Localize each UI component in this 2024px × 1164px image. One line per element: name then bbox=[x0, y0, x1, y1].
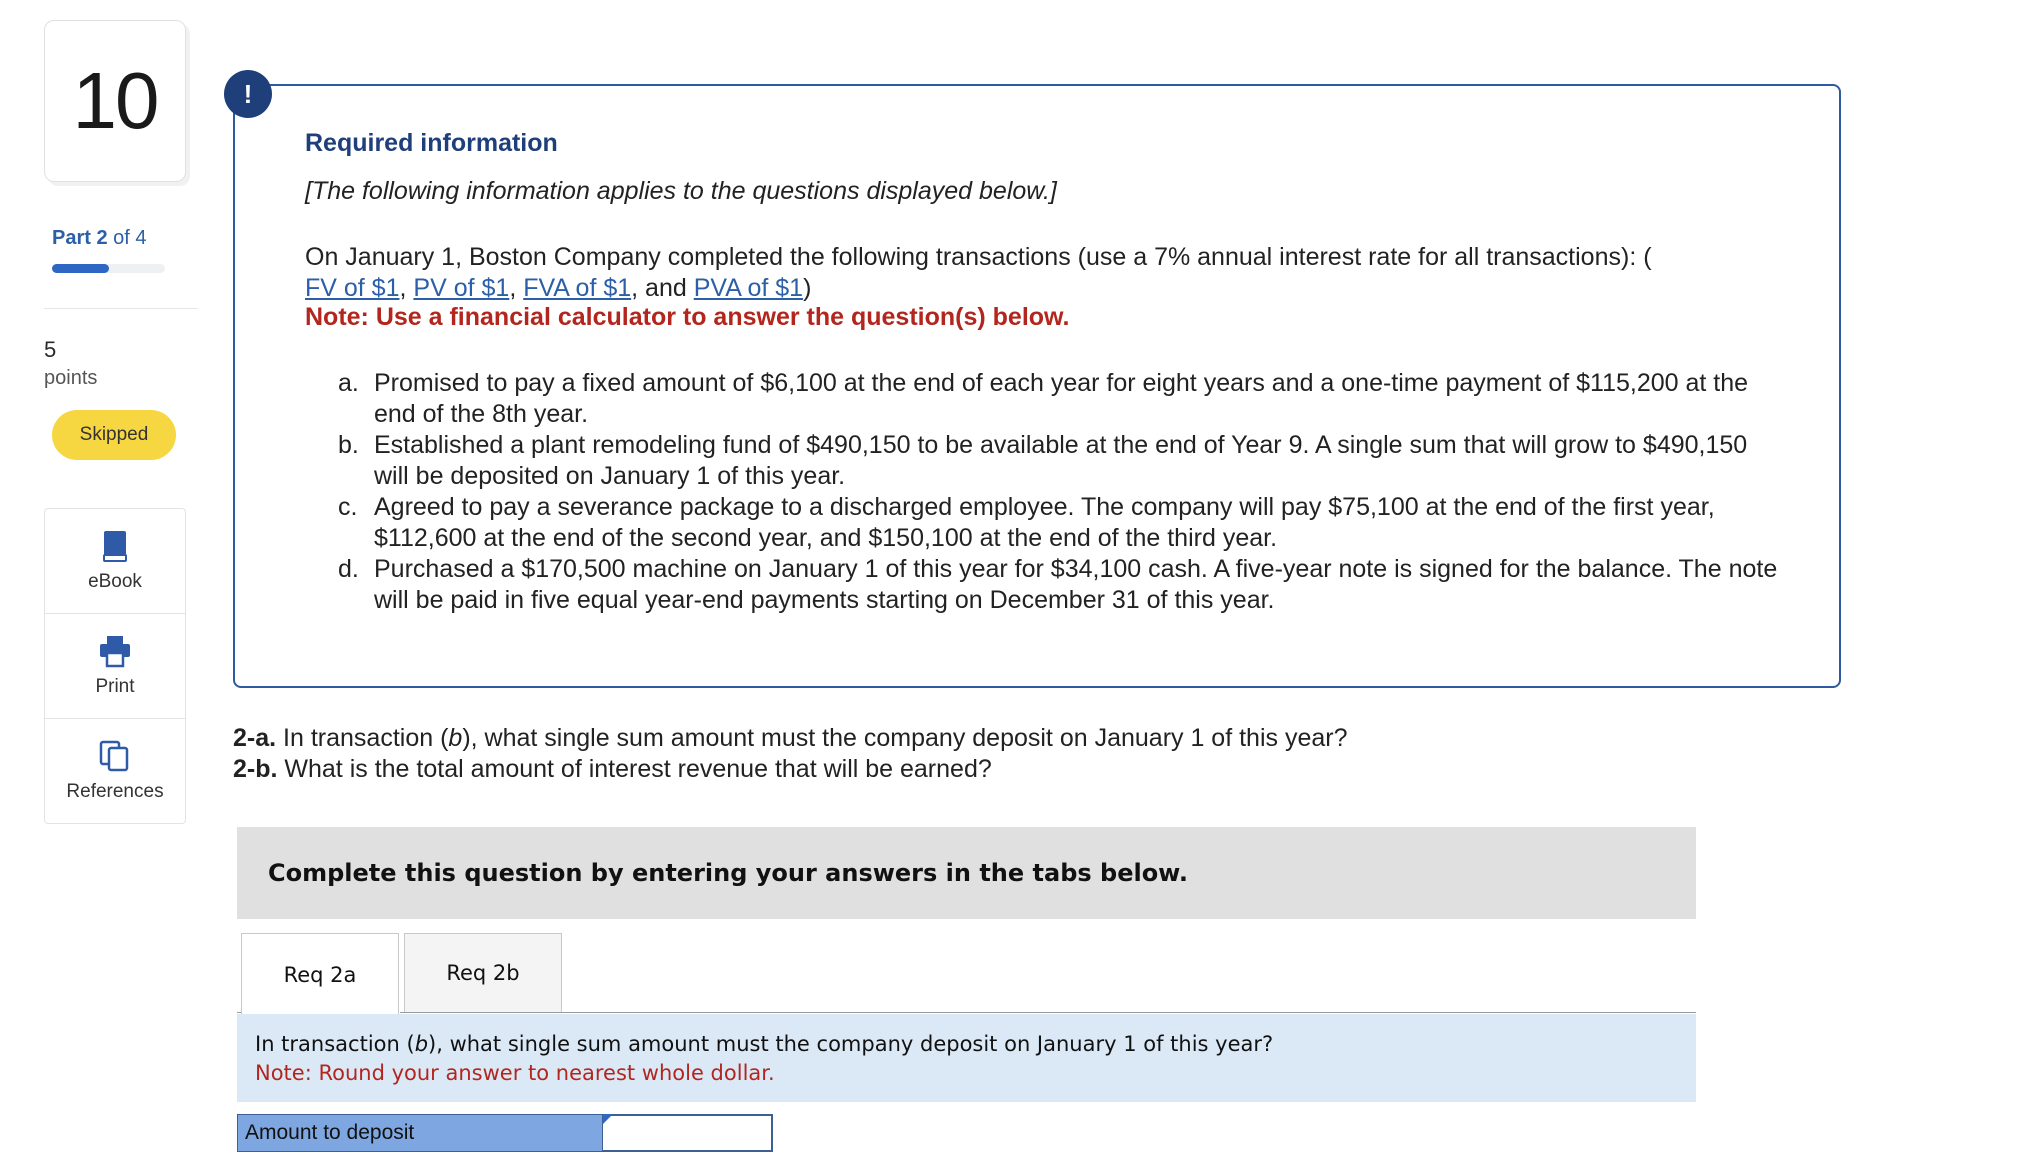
question-text: In transaction ( bbox=[276, 724, 449, 752]
rail-divider bbox=[44, 308, 198, 309]
part-progress-fill bbox=[52, 264, 109, 273]
req-question bbox=[255, 1032, 1273, 1056]
fv-link[interactable]: FV of $1 bbox=[305, 274, 400, 302]
fva-link[interactable]: FVA of $1 bbox=[523, 274, 632, 302]
list-text: Purchased a $170,500 machine on January 1 of this year for $34,100 cash. A five-year note is signed for the balance. The note will be paid in five equal year-end payments starting on December 31 of this year. bbox=[374, 555, 1778, 614]
req-question-text: ), what single sum amount must the company deposit on January 1 of this year? bbox=[428, 1032, 1274, 1056]
part-current: 2 bbox=[96, 227, 108, 249]
instruction-text: Complete this question by entering your answers in the tabs below. bbox=[268, 859, 1188, 887]
question-2b bbox=[233, 754, 1348, 785]
list-text: Agreed to pay a severance package to a discharged employee. The company will pay $75,100 at the end of the first year, $112,600 at the end of the second year, and $150,100 at the end of the third year. bbox=[374, 493, 1715, 552]
print-button[interactable] bbox=[45, 614, 185, 719]
list-letter: a. bbox=[338, 369, 359, 397]
intro-paragraph bbox=[305, 242, 1805, 304]
req-question-text: In transaction ( bbox=[255, 1032, 415, 1056]
input-flag-icon bbox=[603, 1114, 613, 1124]
list-item bbox=[338, 368, 1778, 430]
amount-label: Amount to deposit bbox=[237, 1114, 603, 1152]
list-letter: b. bbox=[338, 431, 359, 459]
question-prompts bbox=[233, 723, 1348, 785]
req-question-box bbox=[237, 1014, 1696, 1102]
ebook-label: eBook bbox=[88, 571, 142, 592]
ebook-button[interactable] bbox=[45, 509, 185, 614]
tab-divider bbox=[237, 1012, 241, 1013]
book-icon bbox=[98, 529, 132, 563]
part-progress-bar bbox=[52, 264, 165, 273]
question-text: ), what single sum amount must the company deposit on January 1 of this year? bbox=[462, 724, 1348, 752]
tab-req-2b[interactable]: Req 2b bbox=[404, 933, 562, 1013]
instruction-bar bbox=[237, 827, 1696, 919]
printer-icon bbox=[98, 634, 132, 668]
intro-text: On January 1, Boston Company completed the following transactions (use a 7% annual interest rate for all transactions): ( bbox=[305, 243, 1652, 271]
list-letter: d. bbox=[338, 555, 359, 583]
pva-link[interactable]: PVA of $1 bbox=[693, 274, 804, 302]
alert-icon: ! bbox=[224, 70, 272, 118]
question-number: 10 bbox=[72, 56, 158, 145]
required-info-title: Required information bbox=[305, 129, 558, 157]
list-item bbox=[338, 554, 1778, 616]
part-total: of 4 bbox=[113, 227, 147, 249]
pv-link[interactable]: PV of $1 bbox=[413, 274, 510, 302]
references-label: References bbox=[66, 781, 164, 802]
question-label: 2-a. bbox=[233, 724, 277, 752]
question-2a bbox=[233, 723, 1348, 754]
points-label: points bbox=[44, 367, 98, 389]
amount-input[interactable] bbox=[603, 1114, 773, 1152]
required-info-subtitle: [The following information applies to the questions displayed below.] bbox=[305, 177, 1057, 205]
question-number-box bbox=[44, 20, 186, 182]
list-text: Established a plant remodeling fund of $490,150 to be available at the end of Year 9. A single sum that will grow to $490,150 will be deposited on January 1 of this year. bbox=[374, 431, 1748, 490]
list-letter: c. bbox=[338, 493, 358, 521]
references-button[interactable] bbox=[45, 719, 185, 823]
question-emphasis: b bbox=[448, 724, 463, 752]
calculator-note: Note: Use a financial calculator to answer the question(s) below. bbox=[305, 303, 1070, 331]
points-value: 5 bbox=[44, 337, 57, 362]
question-label: 2-b. bbox=[233, 755, 278, 783]
status-badge: Skipped bbox=[52, 410, 176, 460]
list-text: Promised to pay a fixed amount of $6,100 at the end of each year for eight years and a one-time payment of $115,200 at the end of the 8th year. bbox=[374, 369, 1749, 428]
tab-divider bbox=[400, 1012, 1696, 1013]
req-question-emphasis: b bbox=[414, 1032, 429, 1056]
transaction-list bbox=[338, 368, 1778, 616]
list-item bbox=[338, 430, 1778, 492]
tab-req-2a[interactable]: Req 2a bbox=[241, 933, 399, 1015]
rounding-note: Note: Round your answer to nearest whole dollar. bbox=[255, 1061, 775, 1085]
link-separator: , bbox=[509, 274, 517, 302]
list-item bbox=[338, 492, 1778, 554]
question-text: What is the total amount of interest revenue that will be earned? bbox=[277, 755, 992, 783]
copy-icon bbox=[98, 739, 132, 773]
link-separator-and: , and bbox=[631, 274, 687, 302]
close-paren: ) bbox=[803, 274, 812, 302]
print-label: Print bbox=[95, 676, 135, 697]
part-word: Part bbox=[52, 227, 91, 249]
tool-panel bbox=[44, 508, 186, 824]
link-separator: , bbox=[399, 274, 407, 302]
part-indicator bbox=[52, 227, 147, 250]
